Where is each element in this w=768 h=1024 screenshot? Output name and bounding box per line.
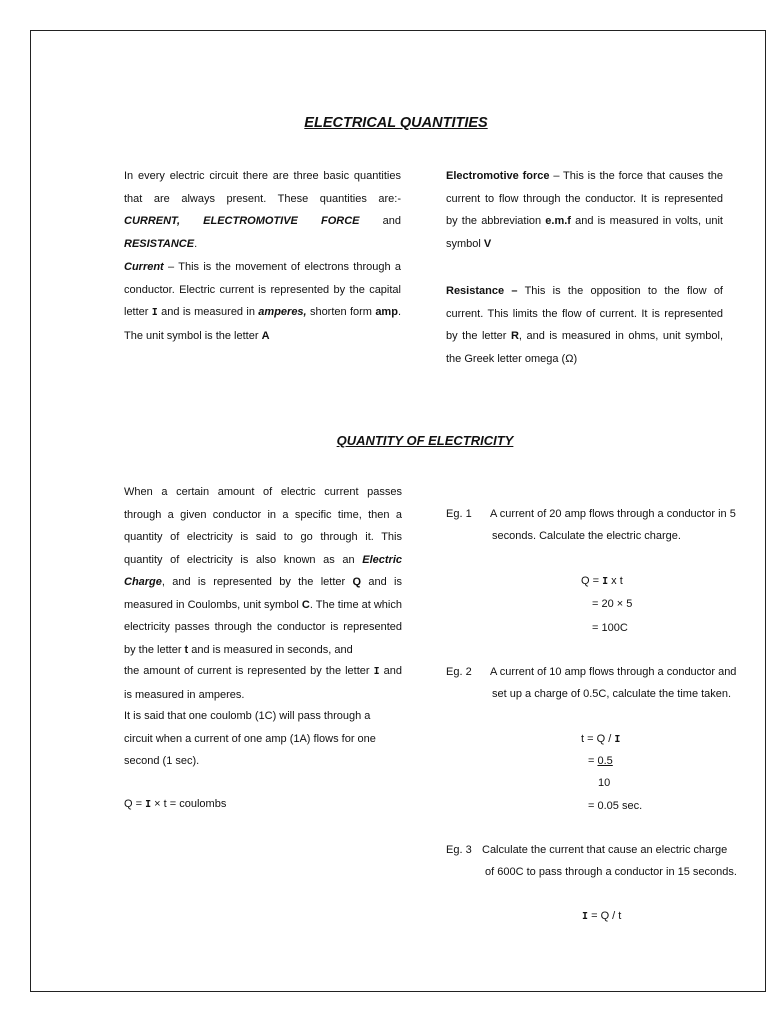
eg2-line1: A current of 10 amp flows through a conductor and (490, 666, 737, 678)
coulomb-paragraph: It is said that one coulomb (1C) will pass through a circuit when a current of one amp (1A) flows for one second (1 sec). (124, 710, 376, 767)
eg3-line2: of 600C to pass through a conductor in 15 seconds. (485, 866, 737, 878)
eg2-label: Eg. 2 (446, 666, 472, 678)
eg1-line2: seconds. Calculate the electric charge. (492, 530, 681, 542)
eg1-step2: = 20 × 5 (592, 598, 633, 610)
current-letter-paragraph: the amount of current is represented by the letter I and is measured in amperes. (124, 665, 402, 701)
intro-paragraph: In every electric circuit there are three basic quantities that are always present. These quantities are:- CURRENT, ELECTROMOTIVE FORCE and RESISTANCE. (124, 170, 402, 250)
eg2-denominator: 10 (598, 777, 611, 789)
eg1-label: Eg. 1 (446, 508, 472, 520)
eg1-result: = 100C (592, 622, 628, 634)
eg2-result: = 0.05 sec. (588, 800, 643, 812)
emf-paragraph: Electromotive force – This is the force that causes the current to flow through the conductor. It is represented by the abbreviation e.m.f and is measured in volts, unit symbol V (446, 170, 723, 250)
section-subtitle: QUANTITY OF ELECTRICITY (336, 433, 514, 448)
eg3-line1: Calculate the current that cause an electric charge (482, 844, 728, 856)
eg1-line1: A current of 20 amp flows through a conductor in 5 (490, 508, 736, 520)
current-paragraph: Current – This is the movement of electrons through a conductor. Electric current is represented by the capital letter I and is measured in amperes, shorten form amp. The unit symbol is the letter A (124, 261, 401, 342)
page-title: ELECTRICAL QUANTITIES (304, 115, 488, 131)
eg2-line2: set up a charge of 0.5C, calculate the time taken. (492, 688, 732, 700)
eg3-formula: I = Q / t (582, 910, 622, 922)
eg1-formula: Q = I x t (581, 575, 623, 587)
document-page (30, 30, 766, 992)
charge-paragraph: When a certain amount of electric current passes through a given conductor in a specific time, then a quantity of electricity is said to go through it. This quantity of electricity is also known as an Electric Charge, and is represented by the letter Q and is measured in Coulombs, unit symbol C. The time at which electricity passes through the conductor is represented by the letter t and is measured in seconds, and (124, 486, 402, 656)
eg2-numerator: = 0.5 (588, 755, 613, 767)
charge-formula: Q = I × t = coulombs (124, 798, 227, 810)
eg2-formula: t = Q / I (581, 733, 621, 745)
resistance-paragraph: Resistance – This is the opposition to the flow of current. This limits the flow of current. It is represented by the letter R, and is measured in ohms, unit symbol, the Greek letter omega (Ω) (446, 285, 723, 365)
eg3-label: Eg. 3 (446, 844, 472, 856)
